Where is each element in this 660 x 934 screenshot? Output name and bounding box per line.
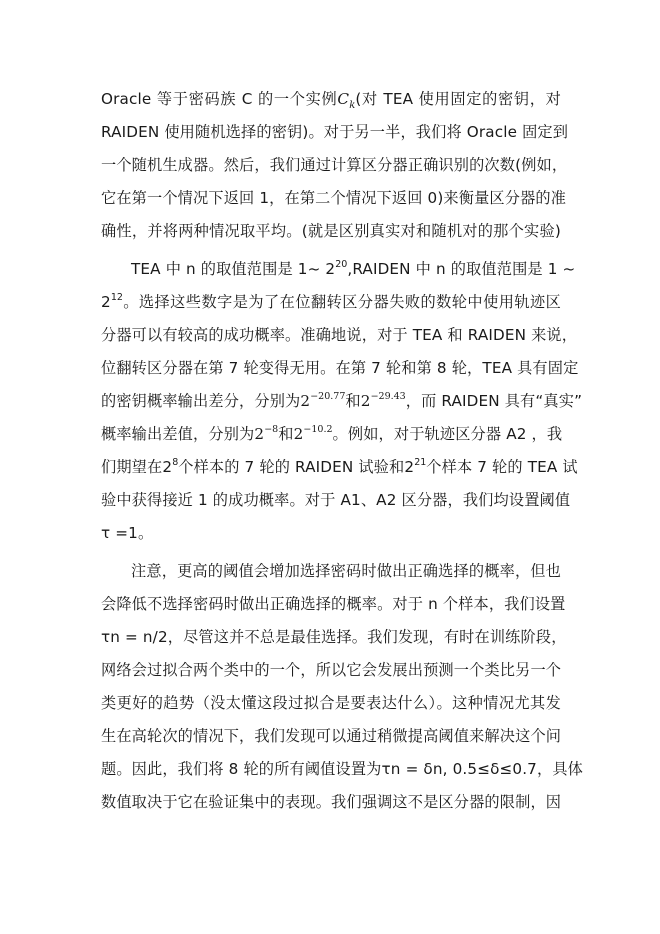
text-line: 分器可以有较高的成功概率。准确地说，对于 TEA 和 RAIDEN 来说， (101, 326, 578, 344)
text-line: τ =1。 (101, 524, 154, 542)
text-line: Oracle 等于密码族 C 的一个实例$C_k$(对 TEA 使用固定的密钥，对 (101, 90, 561, 112)
text-line: τn = n/2，尽管这并不总是最佳选择。我们发现，有时在训练阶段， (101, 628, 567, 646)
text-line: $2^{12}$。选择这些数字是为了在位翻转区分器失败的数轮中使用轨迹区 (101, 291, 561, 311)
text-line: TEA 中 n 的取值范围是 1~ $2^{20},RAIDEN$ 中 n 的取值范围是 1 ~ (131, 258, 576, 278)
text-line: 位翻转区分器在第 7 轮变得无用。在第 7 轮和第 8 轮，TEA 具有固定 (101, 359, 579, 377)
text-line: 题。因此，我们将 8 轮的所有阈值设置为τn = δn, 0.5≤δ≤0.7，具体 (101, 760, 584, 778)
text-line: 注意，更高的阈值会增加选择密码时做出正确选择的概率，但也 (131, 562, 561, 580)
text-line: 确性，并将两种情况取平均。(就是区别真实对和随机对的那个实验) (101, 222, 561, 240)
text-line: 概率输出差值，分别为$2^{-8}$和$2^{-10.2}$。例如，对于轨迹区分器 A2 ，我 (101, 423, 563, 443)
text-line: 的密钥概率输出差分，分别为$2^{-20.77}$和$2^{-29.43}$，而 RAIDEN 具有“真实” (101, 390, 583, 410)
text-line: 类更好的趋势（没太懂这段过拟合是要表达什么）。这种情况尤其发 (101, 694, 561, 712)
text-line: 数值取决于它在验证集中的表现。我们强调这不是区分器的限制，因 (101, 793, 562, 811)
text-line: 一个随机生成器。然后，我们通过计算区分器正确识别的次数(例如， (101, 156, 568, 174)
text-line: 验中获得接近 1 的成功概率。对于 A1、A2 区分器，我们均设置阈值 (101, 491, 571, 509)
text-line: 生在高轮次的情况下，我们发现可以通过稍微提高阈值来解决这个问 (101, 727, 562, 745)
text-line: 们期望在$2^8$个样本的 7 轮的 RAIDEN 试验和$2^{21}$个样本 7 轮的 TEA 试 (101, 456, 578, 476)
text-line: 会降低不选择密码时做出正确选择的概率。对于 n 个样本，我们设置 (101, 595, 566, 613)
text-line: 网络会过拟合两个类中的一个，所以它会发展出预测一个类比另一个 (101, 661, 562, 679)
text-line: RAIDEN 使用随机选择的密钥)。对于另一半，我们将 Oracle 固定到 (101, 123, 569, 141)
text-line: 它在第一个情况下返回 1，在第二个情况下返回 0)来衡量区分器的准 (101, 189, 567, 207)
